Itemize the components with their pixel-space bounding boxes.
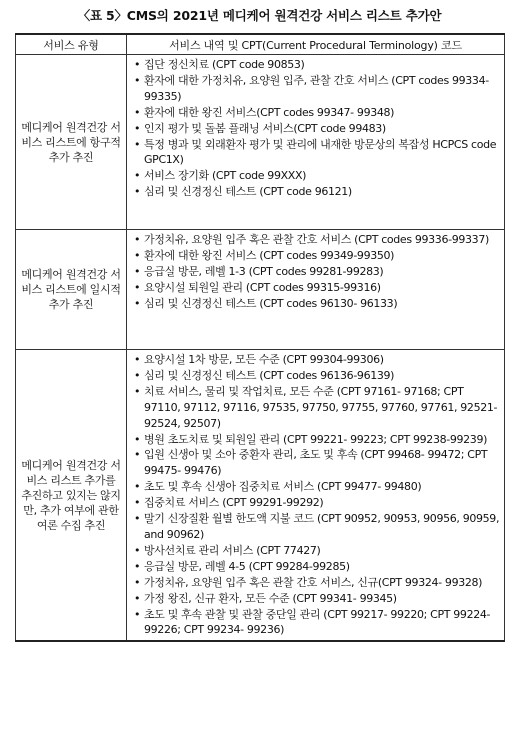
list-item: • 환자에 대한 가정치유, 요양원 입주, 관찰 간호 서비스 (CPT codes 99334-99335) — [133, 73, 500, 105]
table-header-row — [16, 34, 505, 55]
list-item: • 환자에 대한 왕진 서비스(CPT codes 99347- 99348) — [133, 105, 500, 121]
list-item: • 서비스 장기화 (CPT code 99XXX) — [133, 168, 500, 184]
table-row — [16, 350, 505, 642]
row-category: 메디케어 원격건강 서비스 리스트에 일시적 추가 추진 — [16, 230, 127, 350]
list-item: • 집중치료 서비스 (CPT 99291-99292) — [133, 495, 500, 511]
list-item: • 가정치유, 요양원 입주 혹은 관찰 간호 서비스, 신규(CPT 99324- 99328) — [133, 575, 500, 591]
list-item: • 입원 신생아 및 소아 중환자 관리, 초도 및 후속 (CPT 99468- 99472; CPT 99475- 99476) — [133, 447, 500, 479]
service-list — [133, 352, 500, 638]
row-items — [127, 350, 505, 642]
list-item: • 응급실 방문, 레벨 1-3 (CPT codes 99281-99283) — [133, 264, 500, 280]
cms-telehealth-table — [15, 33, 505, 642]
row-category: 메디케어 원격건강 서비스 리스트에 항구적 추가 추진 — [16, 55, 127, 230]
table-row — [16, 230, 505, 350]
table-title: 〈표 5〉CMS의 2021년 메디케어 원격건강 서비스 리스트 추가안 — [77, 8, 442, 23]
list-item: • 치료 서비스, 물리 및 작업치료, 모든 수준 (CPT 97161- 97168; CPT 97110, 97112, 97116, 97535, 97750, 97755, 97760, 97761, 92521- 92524, 92507) — [133, 384, 500, 432]
header-service-type: 서비스 유형 — [16, 34, 127, 55]
row-items — [127, 55, 505, 230]
list-item: • 초도 및 후속 신생아 집중치료 서비스 (CPT 99477- 99480) — [133, 479, 500, 495]
list-item: • 가정치유, 요양원 입주 혹은 관찰 간호 서비스 (CPT codes 99336-99337) — [133, 232, 500, 248]
list-item: • 말기 신장질환 월별 한도액 지불 코드 (CPT 90952, 90953, 90956, 90959, and 90962) — [133, 511, 500, 543]
list-item: • 인지 평가 및 돌봄 플래닝 서비스(CPT code 99483) — [133, 121, 500, 137]
service-list — [133, 57, 500, 200]
list-item: • 심리 및 신경정신 테스트 (CPT codes 96136-96139) — [133, 368, 500, 384]
list-item: • 심리 및 신경정신 테스트 (CPT code 96121) — [133, 184, 500, 200]
row-category: 메디케어 원격건강 서비스 리스트 추가를 추진하고 있지는 않지만, 추가 여부에 관한 여론 수집 추진 — [16, 350, 127, 642]
list-item: • 요양시설 1차 방문, 모든 수준 (CPT 99304-99306) — [133, 352, 500, 368]
service-list — [133, 232, 500, 312]
table-row — [16, 55, 505, 230]
list-item: • 집단 정신치료 (CPT code 90853) — [133, 57, 500, 73]
list-item: • 요양시설 퇴원일 관리 (CPT codes 99315-99316) — [133, 280, 500, 296]
list-item: • 환자에 대한 왕진 서비스 (CPT codes 99349-99350) — [133, 248, 500, 264]
header-service-details: 서비스 내역 및 CPT(Current Procedural Terminology) 코드 — [127, 34, 505, 55]
list-item: • 심리 및 신경정신 테스트 (CPT codes 96130- 96133) — [133, 296, 500, 312]
list-item: • 초도 및 후속 관찰 및 관찰 중단일 관리 (CPT 99217- 99220; CPT 99224- 99226; CPT 99234- 99236) — [133, 607, 500, 639]
row-items — [127, 230, 505, 350]
list-item: • 응급실 방문, 레벨 4-5 (CPT 99284-99285) — [133, 559, 500, 575]
list-item: • 특정 병과 및 외래환자 평가 및 관리에 내재한 방문상의 복잡성 HCPCS code GPC1X) — [133, 137, 500, 169]
list-item: • 병원 초도치료 및 퇴원일 관리 (CPT 99221- 99223; CPT 99238-99239) — [133, 432, 500, 448]
list-item: • 가정 왕진, 신규 환자, 모든 수준 (CPT 99341- 99345) — [133, 591, 500, 607]
list-item: • 방사선치료 관리 서비스 (CPT 77427) — [133, 543, 500, 559]
